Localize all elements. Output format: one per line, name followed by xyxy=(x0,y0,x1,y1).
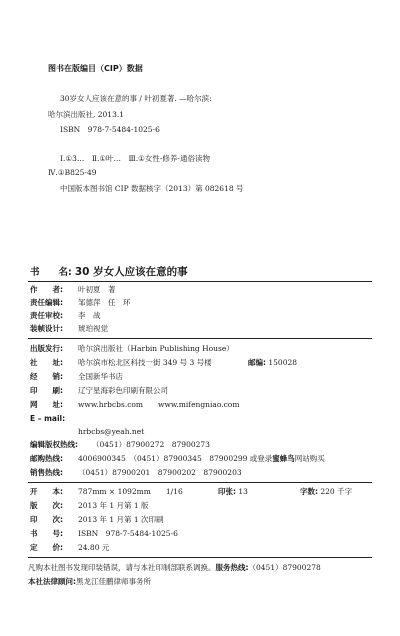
isbn-label: 书 号: xyxy=(30,529,63,538)
address-label: 社 址: xyxy=(30,358,63,367)
postcode-value: 150028 xyxy=(268,358,298,367)
website-label: 网 址: xyxy=(30,400,63,409)
lawyer-label: 本社法律顾问: xyxy=(28,577,76,586)
publisher-row xyxy=(30,344,234,353)
distributor-value: 全国新华书店 xyxy=(78,372,123,381)
price-value: 24.80 元 xyxy=(78,543,110,552)
sales-hotline-row xyxy=(30,468,242,477)
edition-label: 版 次: xyxy=(30,501,63,510)
mail-order-row xyxy=(30,454,325,463)
printing-value: 2013 年 1 月第 1 次印刷 xyxy=(78,515,164,524)
lawyer-value: 黑龙江佳鹏律师事务所 xyxy=(76,577,151,586)
design-divider xyxy=(28,338,372,339)
reviewer-label: 责任审校: xyxy=(30,311,63,320)
address-row xyxy=(30,358,212,367)
printer-label: 印 刷: xyxy=(30,386,63,395)
service-label: 服务热线: xyxy=(215,563,249,572)
sheets xyxy=(218,487,248,496)
printing-row xyxy=(30,515,164,524)
format-label: 开 本: xyxy=(30,487,63,496)
author-value: 叶初夏 著 xyxy=(78,285,116,294)
author-row xyxy=(30,285,116,294)
sales-hotline-value: （0451）87900201 87900202 87900203 xyxy=(78,468,242,477)
email-link[interactable]: hrbcbs@yeah.net xyxy=(78,427,145,436)
printer-row xyxy=(30,386,168,395)
footer-notice: 凡购本社图书发现印装错误，请与本社印制部联系调换。 xyxy=(28,563,216,572)
distributor-label: 经 销: xyxy=(30,372,63,381)
mail-order-value: 4006900345 （0451）87900345 87900299 或登录 xyxy=(78,454,273,463)
email-value-row xyxy=(30,427,144,436)
format-row xyxy=(30,487,183,496)
design-label: 装帧设计: xyxy=(30,324,63,333)
footer-notice-row xyxy=(28,563,321,572)
title-label: 书 名: xyxy=(30,267,72,278)
title-divider xyxy=(28,281,372,282)
service-value: （0451）87900278 xyxy=(248,563,321,572)
mail-order-tail: 网站购买 xyxy=(294,454,325,463)
cip-line-5: Ⅳ.①B825-49 xyxy=(48,168,97,177)
design-row xyxy=(30,324,108,333)
cip-line-2: 哈尔滨出版社, 2013.1 xyxy=(48,110,125,119)
sales-hotline-label: 销售热线: xyxy=(30,468,63,477)
address-value: 哈尔滨市松北区科技一街 349 号 3 号楼 xyxy=(78,358,212,367)
reviewer-row xyxy=(30,311,101,320)
cip-line-1: 30岁女人应该在意的事 / 叶初夏著. —哈尔滨: xyxy=(60,94,212,103)
copyright-hotline-value: （0451）87900272 87900273 xyxy=(92,440,210,449)
printing-label: 印 次: xyxy=(30,515,63,524)
mifengniao-link[interactable]: 蜜蜂鸟 xyxy=(272,454,295,463)
words xyxy=(300,487,352,496)
editor-value: 邹德萍 任 环 xyxy=(78,298,131,307)
sheets-value: 13 xyxy=(238,487,248,496)
spec-divider xyxy=(28,557,372,558)
title-row xyxy=(30,266,188,279)
editor-row xyxy=(30,298,131,307)
design-value: 琥珀视觉 xyxy=(78,324,108,333)
price-label: 定 价: xyxy=(30,543,63,552)
website-link[interactable]: www.hrbcbs.com www.mifengniao.com xyxy=(78,400,240,409)
reviewer-value: 李 战 xyxy=(78,311,101,320)
format-value: 787mm × 1092mm 1/16 xyxy=(78,487,183,496)
email-label: E – mail: xyxy=(30,414,66,423)
printer-value: 辽宁星海彩色印刷有限公司 xyxy=(78,386,168,395)
copyright-hotline-row xyxy=(30,440,210,449)
edition-row xyxy=(30,501,149,510)
mail-order-label: 邮购热线: xyxy=(30,454,63,463)
isbn-row xyxy=(30,529,178,538)
editor-label: 责任编辑: xyxy=(30,298,63,307)
publisher-divider xyxy=(28,482,372,483)
publisher-label: 出版发行: xyxy=(30,344,63,353)
distributor-row xyxy=(30,372,123,381)
publisher-value: 哈尔滨出版社（Harbin Publishing House） xyxy=(78,344,234,353)
price-row xyxy=(30,543,109,552)
cip-line-3: ISBN 978-7-5484-1025-6 xyxy=(60,125,160,134)
website-row xyxy=(30,400,239,409)
sheets-label: 印张: xyxy=(218,487,236,496)
email-row xyxy=(30,414,78,423)
postcode xyxy=(248,358,297,367)
postcode-label: 邮编: xyxy=(248,358,266,367)
isbn-value: ISBN 978-7-5484-1025-6 xyxy=(78,529,178,538)
book-title: 30 岁女人应该在意的事 xyxy=(74,266,188,278)
author-label: 作 者: xyxy=(30,285,63,294)
words-label: 字数: xyxy=(300,487,318,496)
cip-heading: 图书在版编目（CIP）数据 xyxy=(48,64,143,73)
lawyer-row xyxy=(28,577,151,586)
words-value: 220 千字 xyxy=(320,487,353,496)
edition-value: 2013 年 1 月第 1 版 xyxy=(78,501,149,510)
cip-line-4: Ⅰ.①3… Ⅱ.①叶… Ⅲ.①女性-修养-通俗读物 xyxy=(60,154,210,163)
cip-line-6: 中国版本图书馆 CIP 数据核字（2013）第 082618 号 xyxy=(60,184,244,193)
copyright-hotline-label: 编辑版权热线: xyxy=(30,440,78,449)
